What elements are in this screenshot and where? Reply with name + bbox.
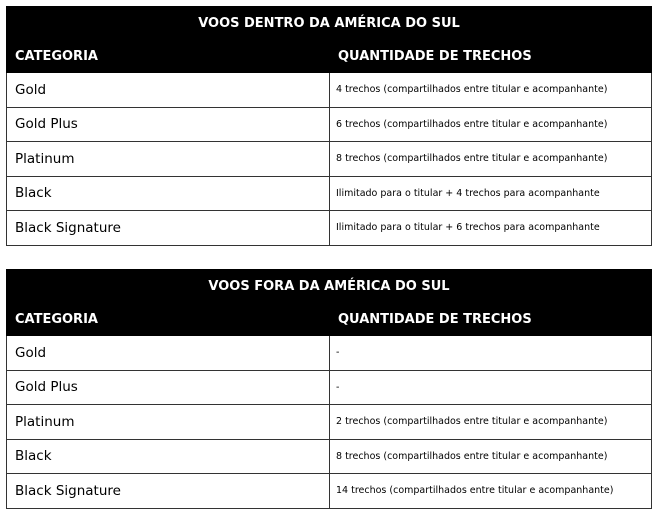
quantity-cell: 4 trechos (compartilhados entre titular e acompanhante) — [330, 73, 652, 108]
table-title-row — [7, 270, 652, 303]
category-cell: Platinum — [7, 142, 330, 177]
category-cell: Gold — [7, 73, 330, 108]
quantity-cell: - — [330, 336, 652, 371]
column-header-quantity: QUANTIDADE DE TRECHOS — [330, 40, 652, 73]
quantity-cell: Ilimitado para o titular + 6 trechos para acompanhante — [330, 211, 652, 246]
category-cell: Gold — [7, 336, 330, 371]
category-cell: Gold Plus — [7, 107, 330, 142]
table-row — [7, 142, 652, 177]
table-title: VOOS FORA DA AMÉRICA DO SUL — [7, 270, 652, 303]
quantity-cell: Ilimitado para o titular + 4 trechos para acompanhante — [330, 176, 652, 211]
table-row — [7, 176, 652, 211]
quantity-cell: 8 trechos (compartilhados entre titular e acompanhante) — [330, 142, 652, 177]
quantity-cell: 8 trechos (compartilhados entre titular e acompanhante) — [330, 439, 652, 474]
table-row — [7, 211, 652, 246]
column-header-quantity: QUANTIDADE DE TRECHOS — [330, 303, 652, 336]
table-header-row — [7, 303, 652, 336]
table-row — [7, 439, 652, 474]
category-cell: Black — [7, 439, 330, 474]
table-row — [7, 474, 652, 509]
category-cell: Gold Plus — [7, 370, 330, 405]
quantity-cell: 14 trechos (compartilhados entre titular e acompanhante) — [330, 474, 652, 509]
column-header-category: CATEGORIA — [7, 303, 330, 336]
quantity-cell: - — [330, 370, 652, 405]
flights-within-south-america-table — [6, 6, 652, 246]
table-row — [7, 405, 652, 440]
table-row — [7, 73, 652, 108]
category-cell: Black Signature — [7, 211, 330, 246]
quantity-cell: 6 trechos (compartilhados entre titular e acompanhante) — [330, 107, 652, 142]
table-row — [7, 370, 652, 405]
table-row — [7, 107, 652, 142]
category-cell: Black — [7, 176, 330, 211]
category-cell: Black Signature — [7, 474, 330, 509]
table-title-row — [7, 7, 652, 40]
category-cell: Platinum — [7, 405, 330, 440]
table-header-row — [7, 40, 652, 73]
flights-outside-south-america-table — [6, 269, 652, 509]
column-header-category: CATEGORIA — [7, 40, 330, 73]
quantity-cell: 2 trechos (compartilhados entre titular e acompanhante) — [330, 405, 652, 440]
table-title: VOOS DENTRO DA AMÉRICA DO SUL — [7, 7, 652, 40]
table-row — [7, 336, 652, 371]
